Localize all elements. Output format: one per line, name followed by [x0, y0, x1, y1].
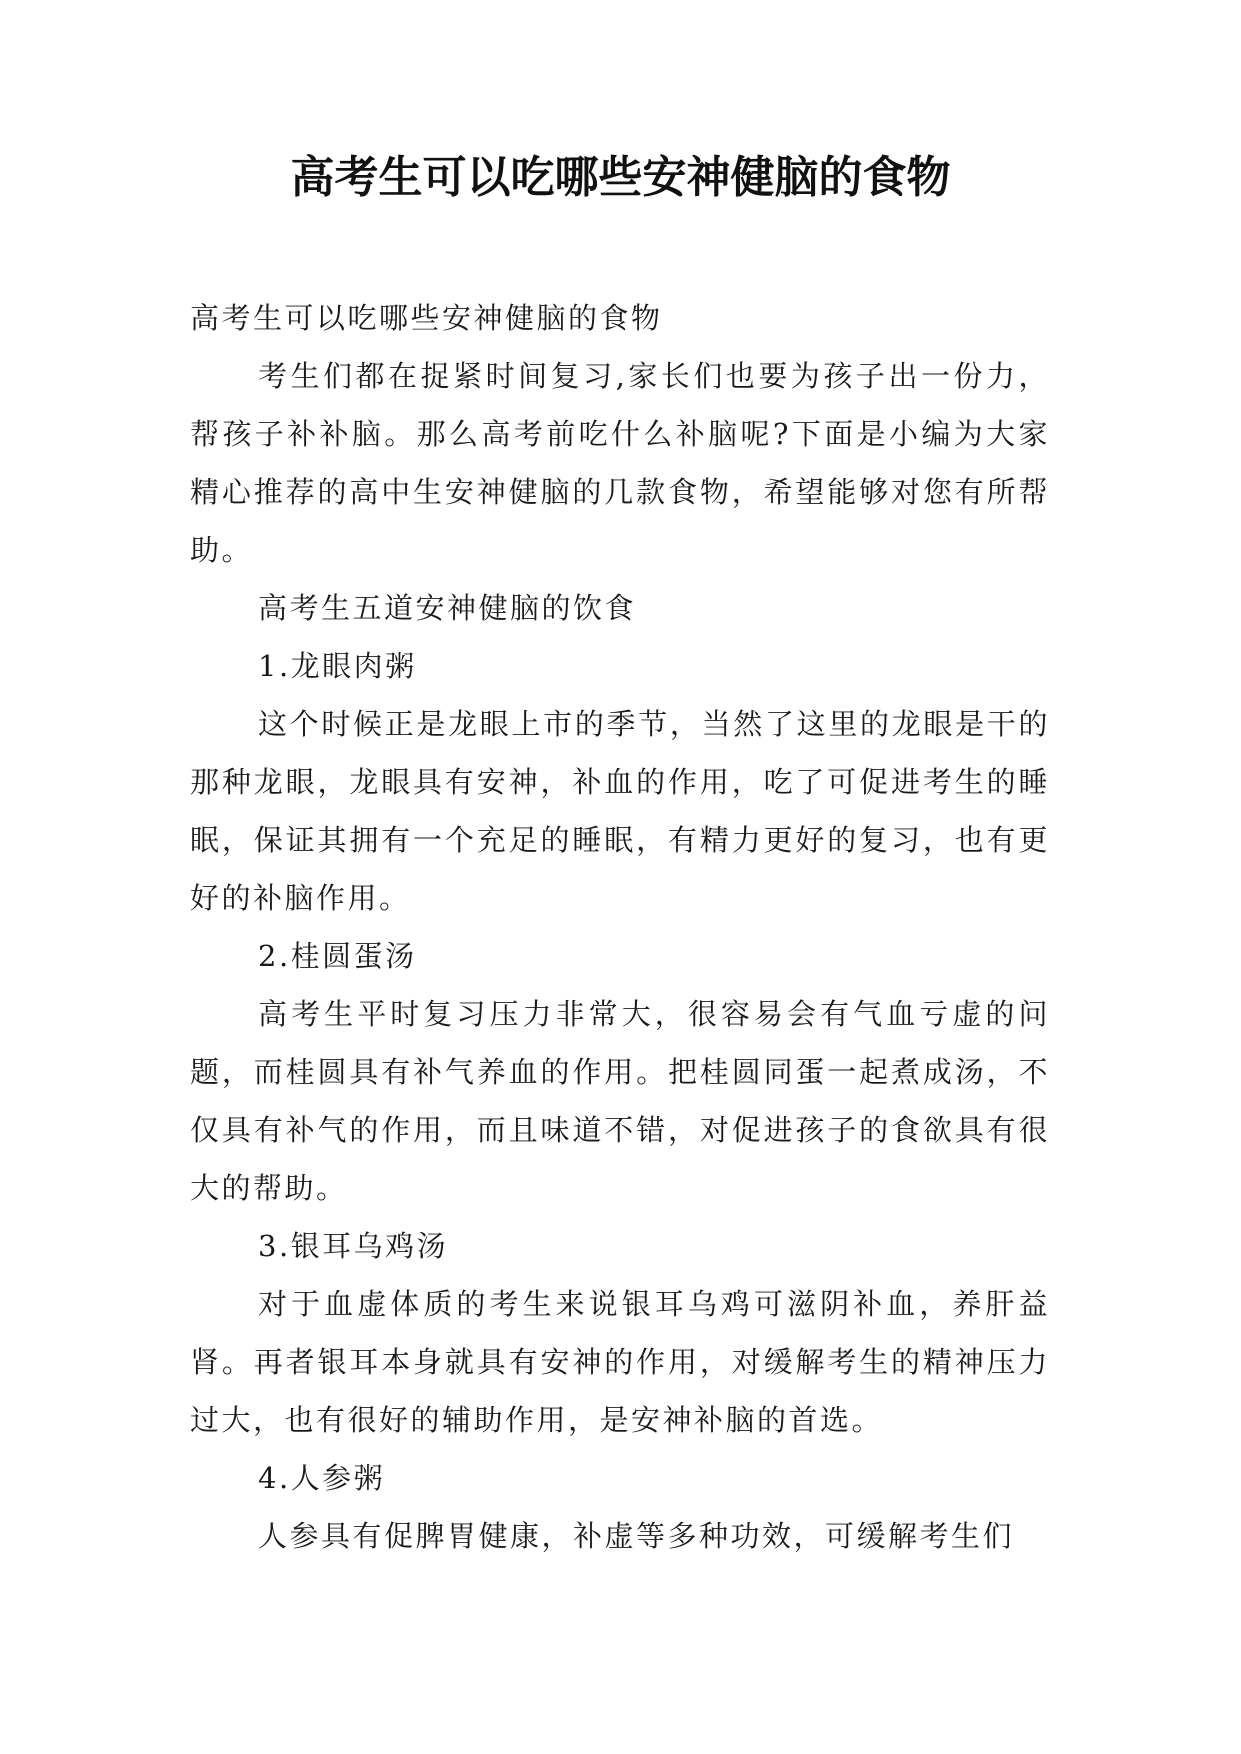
item-paragraph-3: 对于血虚体质的考生来说银耳乌鸡可滋阴补血，养肝益肾。再者银耳本身就具有安神的作用，对缓解考生的精神压力过大，也有很好的辅助作用，是安神补脑的首选。: [190, 1287, 1050, 1437]
intro-paragraph: 考生们都在捉紧时间复习,家长们也要为孩子出一份力，帮孩子补补脑。那么高考前吃什么补脑呢?下面是小编为大家精心推荐的高中生安神健脑的几款食物，希望能够对您有所帮助。: [190, 359, 1050, 567]
item-heading-3: 3.银耳乌鸡汤: [258, 1229, 449, 1263]
item-heading-1: 1.龙眼肉粥: [258, 649, 417, 683]
item-heading-4: 4.人参粥: [258, 1461, 386, 1495]
subtitle-paragraph: 高考生可以吃哪些安神健脑的食物: [190, 301, 663, 335]
item-heading-2: 2.桂圆蛋汤: [258, 939, 417, 973]
section-heading: 高考生五道安神健脑的饮食: [258, 591, 637, 625]
item-paragraph-4: 人参具有促脾胃健康，补虚等多种功效，可缓解考生们: [258, 1519, 1015, 1553]
document-body: [190, 289, 1050, 1565]
item-paragraph-1: 这个时候正是龙眼上市的季节，当然了这里的龙眼是干的那种龙眼，龙眼具有安神，补血的作用，吃了可促进考生的睡眠，保证其拥有一个充足的睡眠，有精力更好的复习，也有更好的补脑作用。: [190, 707, 1050, 915]
document-title: 高考生可以吃哪些安神健脑的食物: [290, 152, 951, 203]
item-paragraph-2: 高考生平时复习压力非常大，很容易会有气血亏虚的问题，而桂圆具有补气养血的作用。把桂圆同蛋一起煮成汤，不仅具有补气的作用，而且味道不错，对促进孩子的食欲具有很大的帮助。: [190, 997, 1050, 1205]
